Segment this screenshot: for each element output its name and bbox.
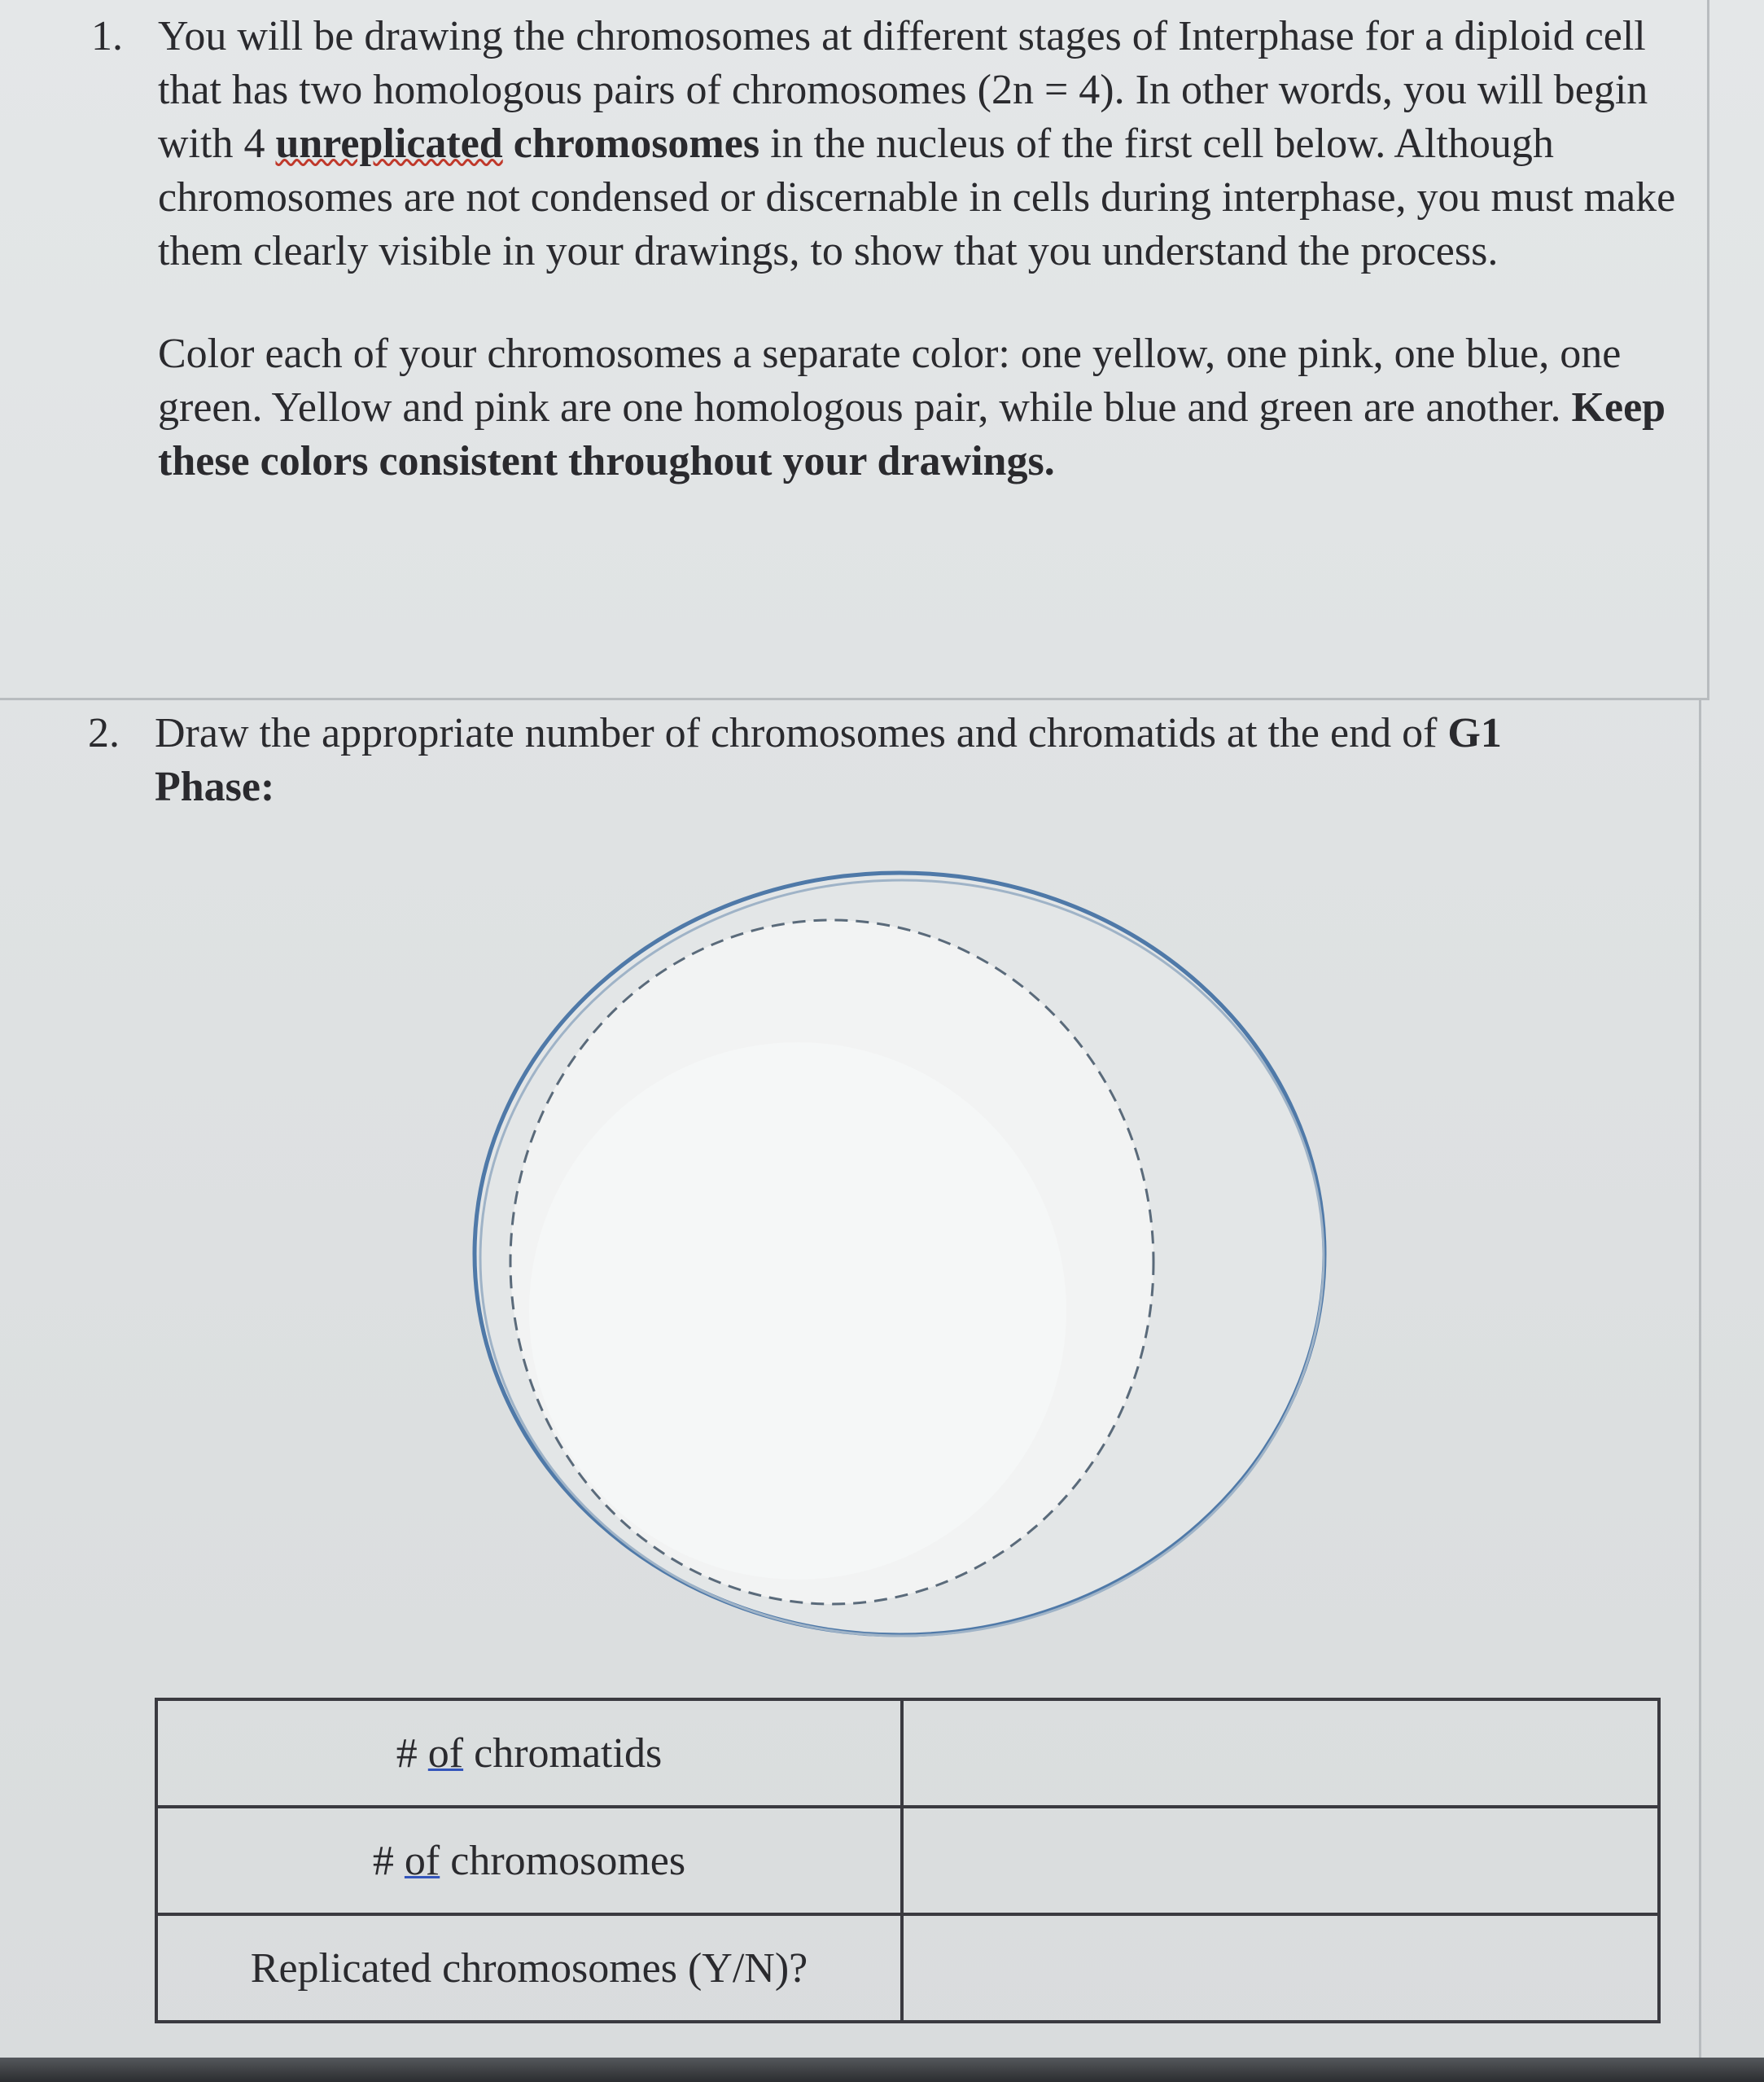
question-1-paragraph-2: Color each of your chromosomes a separate color: one yellow, one pink, one blue, one green. Yellow and pink are one homologous pair, while blue and green are another. Keep these colors consistent throughout your drawings. — [158, 331, 1666, 484]
table-row — [156, 1914, 1659, 2022]
question-1-paragraph-1: You will be drawing the chromosomes at different stages of Interphase for a diploid cell that has two homologous pairs of chromosomes (2n = 4). In other words, you will begin with 4 unreplicated chromosomes in the nucleus of the first cell below. Although chromosomes are not condensed or discernable in cells during interphase, you must make them clearly visible in your drawings, to show that you understand the process. — [158, 13, 1676, 274]
table-row — [156, 1699, 1659, 1807]
chromatids-answer-cell[interactable] — [902, 1699, 1659, 1807]
question-2 — [88, 707, 1635, 814]
question-2-number: 2. — [88, 710, 120, 756]
question-2-prompt: Draw the appropriate number of chromosomes and chromatids at the end of G1 Phase: — [155, 710, 1502, 810]
chromosomes-answer-cell[interactable] — [902, 1807, 1659, 1914]
table-row — [156, 1807, 1659, 1914]
chromatids-label: # of chromatids — [156, 1699, 902, 1807]
unreplicated-word: unreplicated — [275, 121, 503, 167]
chromosomes-label: # of chromosomes — [156, 1807, 902, 1914]
desk-edge — [0, 2058, 1764, 2082]
replicated-label: Replicated chromosomes (Y/N)? — [156, 1914, 902, 2022]
cell-diagram[interactable] — [456, 855, 1335, 1661]
answer-table — [155, 1698, 1661, 2023]
keep-colors-instruction: Keep these colors consistent throughout your drawings. — [158, 384, 1666, 484]
nucleus-glare — [529, 1042, 1066, 1580]
g1-label: G1 — [1447, 710, 1502, 756]
replicated-answer-cell[interactable] — [902, 1914, 1659, 2022]
question-1 — [91, 10, 1703, 489]
question-1-number: 1. — [91, 13, 123, 59]
